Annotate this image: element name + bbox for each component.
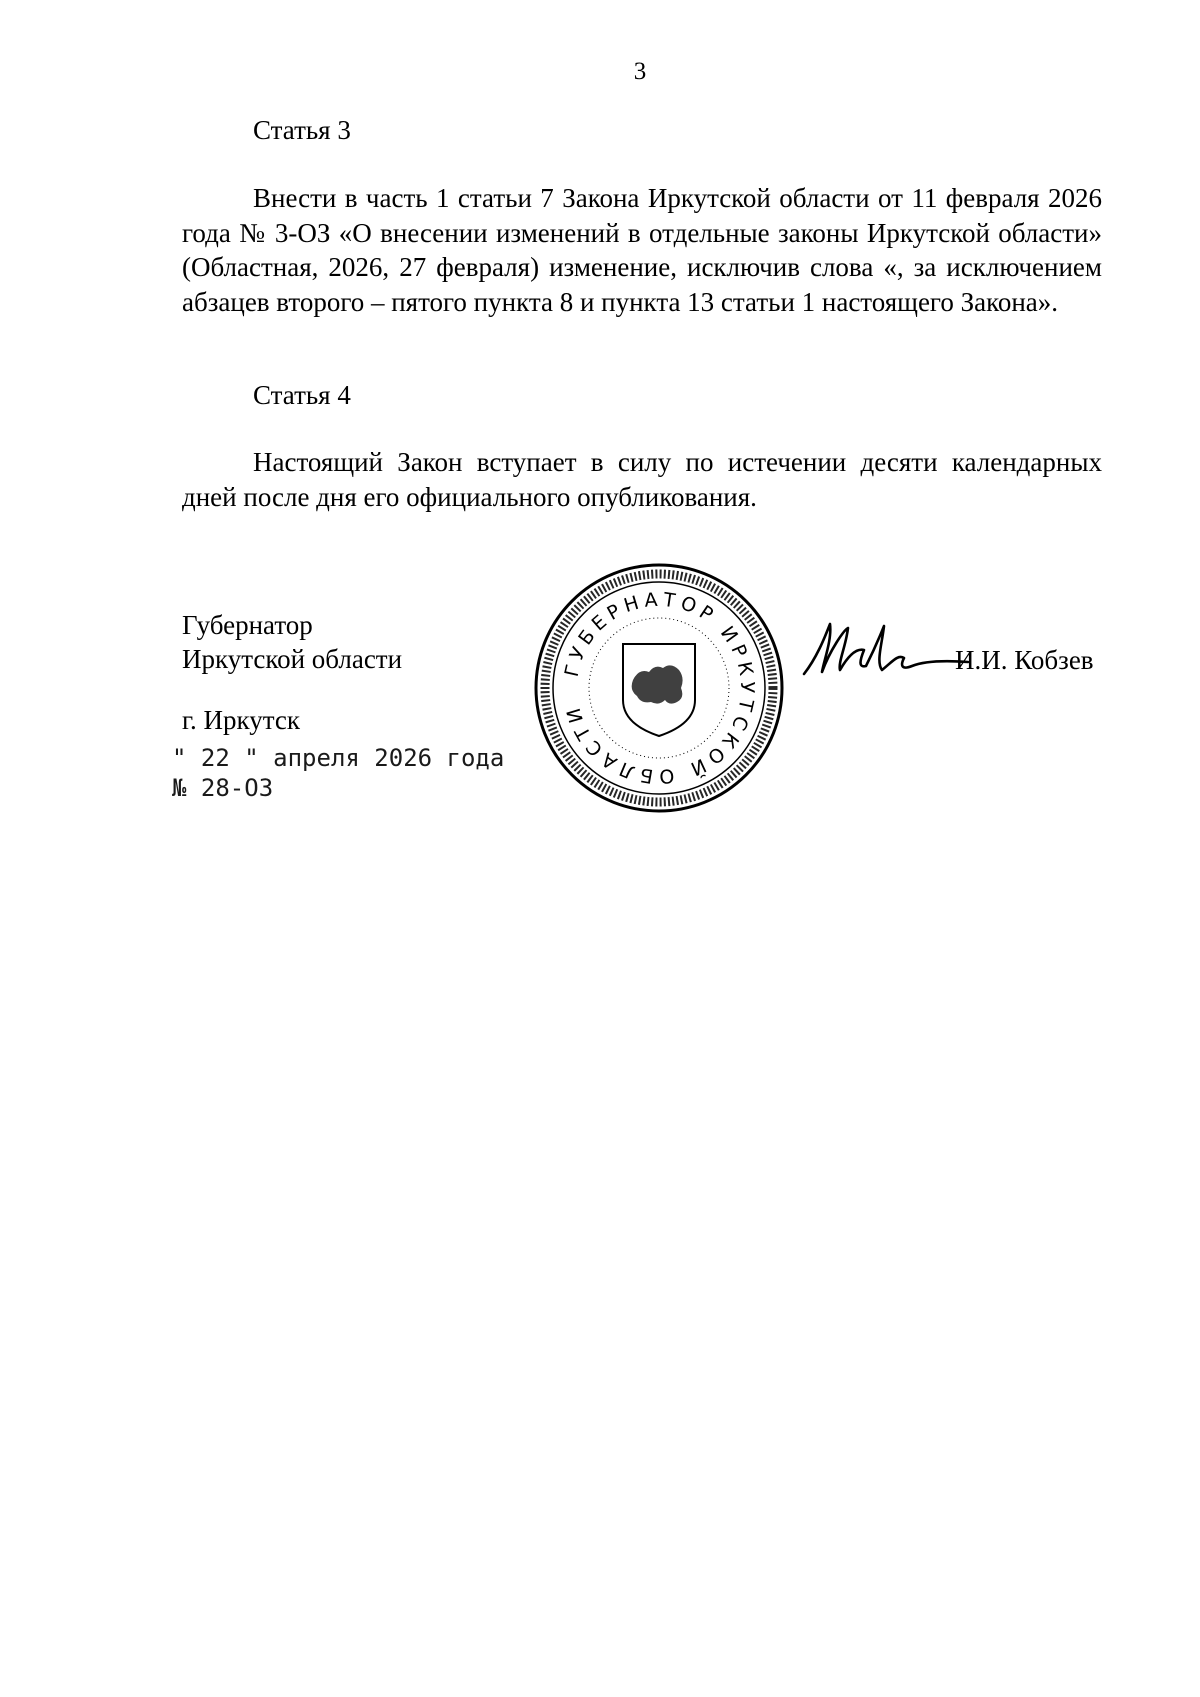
svg-text:ГУБЕРНАТОР ИРКУТСКОЙ ОБЛАСТИ: ГУБЕРНАТОР ИРКУТСКОЙ ОБЛАСТИ xyxy=(560,588,759,788)
governor-title-line2: Иркутской области xyxy=(182,644,403,674)
article-3-text: Внести в часть 1 статьи 7 Закона Иркутской области от 11 февраля 2026 года № 3-ОЗ «О внесении изменений в отдельные законы Иркутской области» (Областная, 2026, 27 февраля) изменение, исключив слова «, за исключением абзацев второго – пятого пункта 8 и пункта 13 статьи 1 настоящего Закона». xyxy=(182,183,1102,317)
signer-name: И.И. Кобзев xyxy=(955,645,1094,675)
governor-title-line1: Губернатор xyxy=(182,610,313,640)
city-line: г. Иркутск xyxy=(182,705,300,735)
date-line: " 22 " апреля 2026 года xyxy=(172,744,505,772)
article-4-heading: Статья 4 xyxy=(253,380,351,410)
official-seal-icon xyxy=(533,562,785,814)
page-number: 3 xyxy=(633,58,647,85)
handwritten-signature-icon xyxy=(800,620,970,680)
article-4-text: Настоящий Закон вступает в силу по истечении десяти календарных дней после дня его официального опубликования. xyxy=(182,447,1102,512)
law-number-line: № 28-ОЗ xyxy=(172,774,274,802)
article-3-heading: Статья 3 xyxy=(253,115,351,145)
